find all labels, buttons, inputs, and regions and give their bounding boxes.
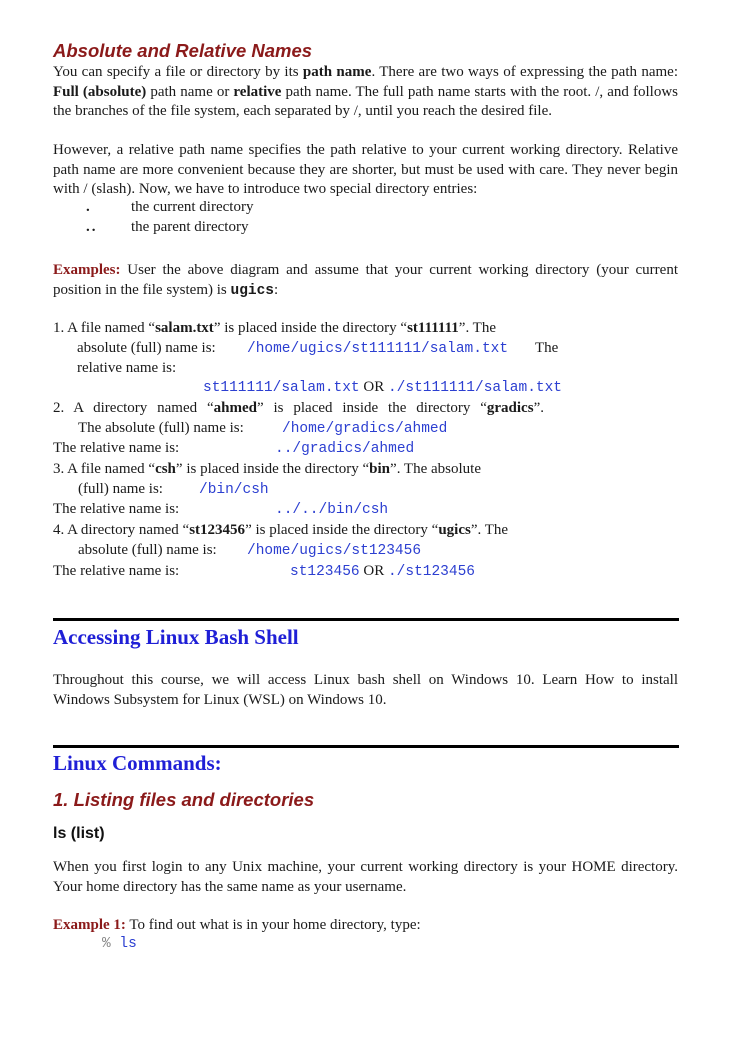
example-1-line2-tail: The bbox=[535, 340, 559, 356]
example-ls-intro: Example 1: To find out what is in your home directory, type: bbox=[53, 917, 421, 933]
example-3-absolute-label: (full) name is: bbox=[78, 481, 163, 497]
example-3-absolute-path: /bin/csh bbox=[199, 482, 269, 498]
paragraph-relative-path: However, a relative path name specifies the path relative to your current working directory. Relative path name are more convenient because they are shorter, but must be used with care. They never begin with / (slash). Now, we have to introduce two special directory entries: bbox=[53, 142, 678, 197]
paragraph-path-name: You can specify a file or directory by its path name. There are two ways of expressing the path name: Full (absolute) path name or relative path name. The full path name starts with the root. /, and follows the branches of the file system, each separated by /, until you reach the desired file. bbox=[53, 64, 678, 119]
example-1-line1: 1. A file named “salam.txt” is placed inside the directory “st111111”. The bbox=[53, 320, 496, 336]
entry-desc-current: the current directory bbox=[131, 199, 254, 215]
subsection-title-listing: 1. Listing files and directories bbox=[53, 789, 315, 810]
example-2-absolute-label: The absolute (full) name is: bbox=[78, 420, 244, 436]
example-2-relative-label: The relative name is: bbox=[53, 440, 180, 456]
example-4-relative-names: st123456 OR ./st123456 bbox=[290, 563, 475, 580]
section-title-bash-shell: Accessing Linux Bash Shell bbox=[53, 625, 299, 649]
command-heading-ls: ls (list) bbox=[53, 825, 105, 842]
paragraph-home-directory: When you first login to any Unix machine, your current working directory is your HOME directory. Your home directory has the same name as your username. bbox=[53, 859, 678, 895]
example-1-relative-label: relative name is: bbox=[77, 360, 177, 376]
entry-desc-parent: the parent directory bbox=[131, 219, 249, 235]
example-1-line2: absolute (full) name is: bbox=[77, 340, 216, 356]
example-2-line1: 2. A directory named “ahmed” is placed inside the directory “gradics”. bbox=[53, 400, 544, 416]
section-divider-2 bbox=[53, 745, 679, 748]
example-2-absolute-path: /home/gradics/ahmed bbox=[282, 421, 448, 437]
code-ls-command bbox=[102, 936, 137, 952]
prompt-symbol: % bbox=[102, 936, 111, 952]
example-4-absolute-path: /home/ugics/st123456 bbox=[247, 543, 422, 559]
examples-intro: Examples: User the above diagram and assume that your current working directory (your current position in the file system) is ugics: bbox=[53, 262, 678, 299]
example-1-relative-names: st111111/salam.txt OR ./st111111/salam.txt bbox=[203, 379, 563, 396]
entry-symbol-current: . bbox=[86, 199, 90, 215]
section-divider-1 bbox=[53, 618, 679, 621]
ls-command: ls bbox=[119, 936, 137, 952]
example-3-relative-path: ../../bin/csh bbox=[275, 502, 389, 518]
paragraph-bash-shell: Throughout this course, we will access Linux bash shell on Windows 10. Learn How to install Windows Subsystem for Linux (WSL) on Windows 10. bbox=[53, 672, 678, 708]
example-1-absolute-path: /home/ugics/st111111/salam.txt bbox=[247, 341, 509, 357]
example-4-relative-label: The relative name is: bbox=[53, 563, 180, 579]
example-2-relative-path: ../gradics/ahmed bbox=[275, 441, 415, 457]
example-3-relative-label: The relative name is: bbox=[53, 501, 180, 517]
example-3-line1: 3. A file named “csh” is placed inside the directory “bin”. The absolute bbox=[53, 461, 481, 477]
example-4-line1: 4. A directory named “st123456” is placed inside the directory “ugics”. The bbox=[53, 522, 509, 538]
section-title-absolute-relative: Absolute and Relative Names bbox=[53, 40, 313, 61]
entry-symbol-parent: .. bbox=[86, 219, 98, 235]
example-4-absolute-label: absolute (full) name is: bbox=[78, 542, 217, 558]
section-title-linux-commands: Linux Commands: bbox=[53, 751, 222, 775]
